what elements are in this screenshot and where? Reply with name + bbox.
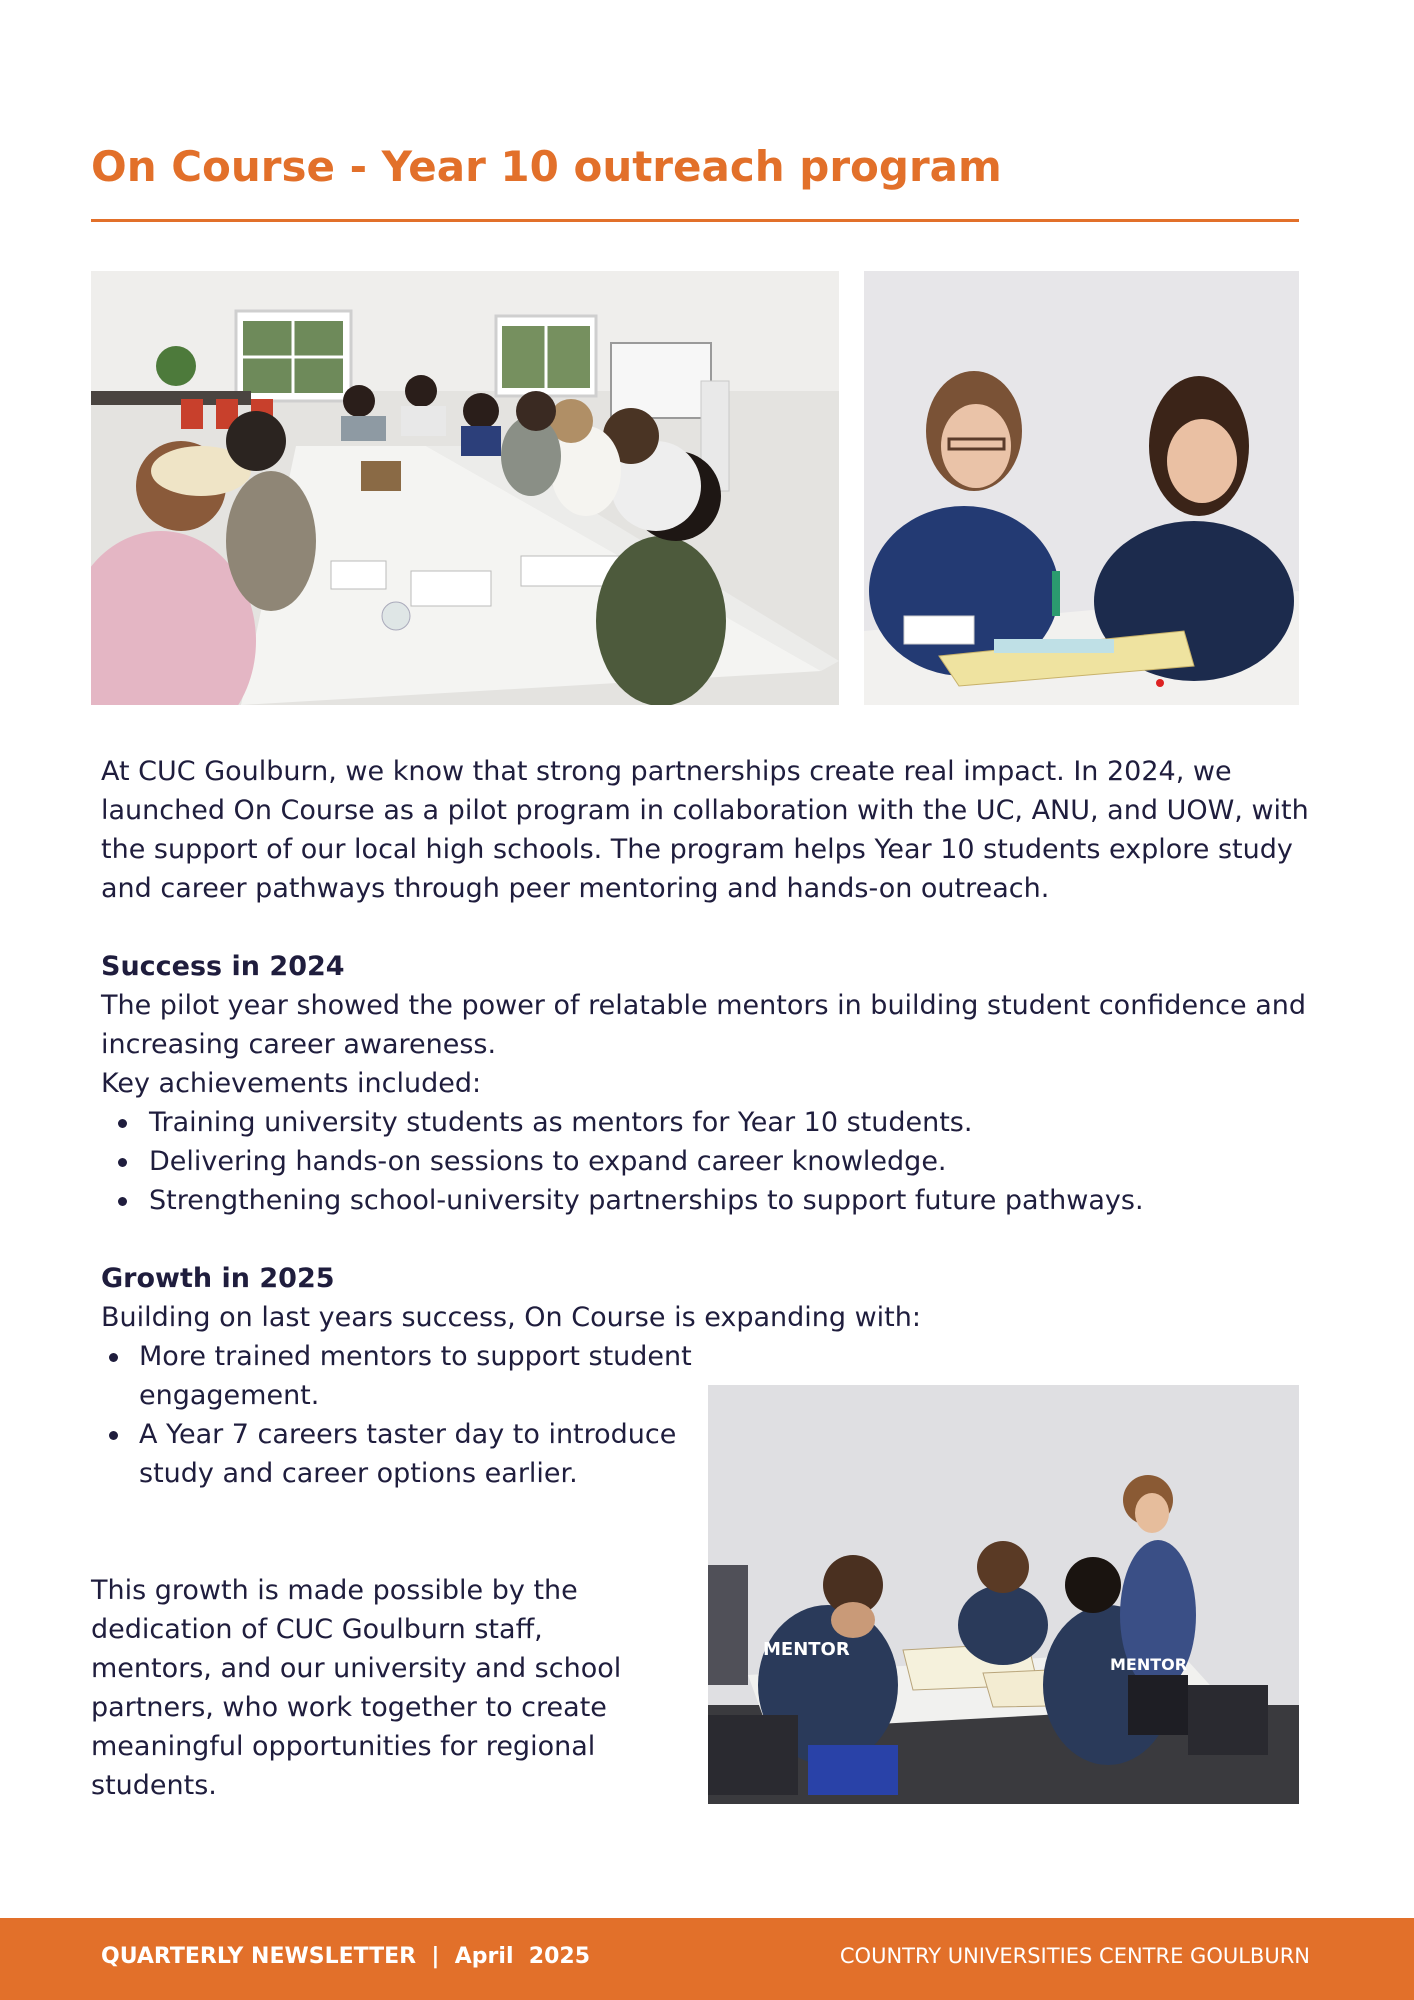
photo-two-mentors — [864, 271, 1299, 705]
growth-section — [101, 1259, 921, 1493]
footer-bar — [0, 1918, 1414, 2000]
footer-newsletter-label: QUARTERLY NEWSLETTER | April 2025 — [101, 1944, 591, 1969]
title-divider — [91, 219, 1299, 222]
photo-mentors-at-table — [708, 1385, 1299, 1804]
success-lead: Key achievements included: — [101, 1068, 482, 1099]
success-section — [101, 947, 1331, 1220]
list-item: A Year 7 careers taster day to introduce study and career options earlier. — [101, 1415, 701, 1493]
closing-section — [91, 1571, 671, 1805]
page-title: On Course - Year 10 outreach program — [91, 142, 1002, 191]
photo-group-session — [91, 271, 839, 705]
svg-text:MENTOR: MENTOR — [1110, 1655, 1188, 1674]
success-list — [101, 1103, 1331, 1220]
success-heading: Success in 2024 — [101, 951, 345, 982]
footer-organization: COUNTRY UNIVERSITIES CENTRE GOULBURN — [839, 1944, 1310, 1968]
list-item: Training university students as mentors for Year 10 students. — [101, 1103, 1331, 1142]
list-item: Delivering hands-on sessions to expand career knowledge. — [101, 1142, 1331, 1181]
closing-paragraph: This growth is made possible by the dedication of CUC Goulburn staff, mentors, and our university and school partners, who work together to create meaningful opportunities for regional students. — [91, 1575, 622, 1801]
intro-paragraph: At CUC Goulburn, we know that strong partnerships create real impact. In 2024, we launched On Course as a pilot program in collaboration with the UC, ANU, and UOW, with the support of our local high schools. The program helps Year 10 students explore study and career pathways through peer mentoring and hands-on outreach. — [101, 756, 1309, 904]
growth-lead: Building on last years success, On Course is expanding with: — [101, 1302, 921, 1333]
svg-text:MENTOR: MENTOR — [763, 1639, 850, 1660]
success-paragraph: The pilot year showed the power of relatable mentors in building student confidence and increasing career awareness. — [101, 990, 1307, 1060]
intro-section — [101, 752, 1331, 908]
growth-list — [101, 1337, 701, 1493]
list-item: Strengthening school-university partnerships to support future pathways. — [101, 1181, 1331, 1220]
growth-heading: Growth in 2025 — [101, 1263, 335, 1294]
list-item: More trained mentors to support student engagement. — [101, 1337, 701, 1415]
